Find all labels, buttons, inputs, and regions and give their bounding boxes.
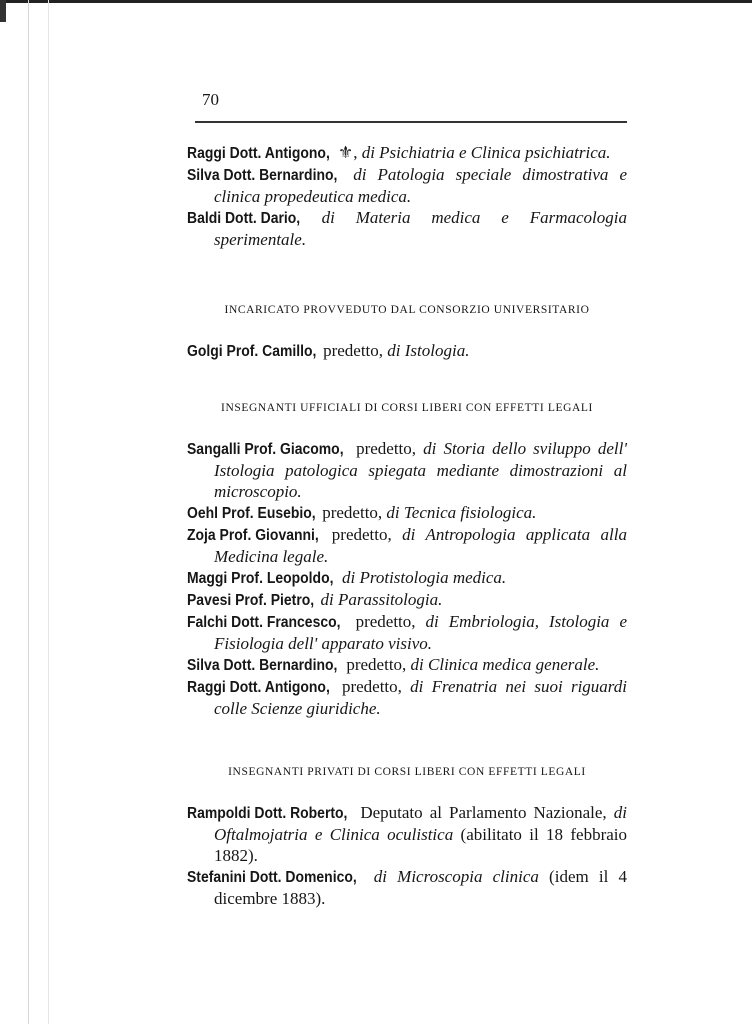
- faculty-entry: [187, 589, 627, 611]
- section-1-entries: [187, 340, 627, 362]
- faculty-entry: [187, 164, 627, 207]
- section-3-entries: [187, 802, 627, 909]
- entry-text: predetto,: [321, 525, 403, 544]
- faculty-name: Falchi Dott. Francesco,: [187, 614, 341, 631]
- course-title: di Oftalmojatria e Clinica oculistica: [214, 803, 627, 844]
- faculty-entry: [187, 207, 627, 250]
- faculty-name: Rampoldi Dott. Roberto,: [187, 805, 348, 822]
- entry-text: predetto,: [317, 503, 387, 522]
- faculty-name: Baldi Dott. Dario,: [187, 210, 301, 227]
- entry-text: predetto,: [318, 341, 388, 360]
- course-title: di Clinica medica generale.: [410, 655, 600, 674]
- faculty-name: Stefanini Dott. Domenico,: [187, 869, 357, 886]
- faculty-name: Pavesi Prof. Pietro,: [187, 592, 315, 609]
- course-title: di Microscopia clinica: [373, 867, 539, 886]
- course-title: di Antropologia applicata alla Medicina legale.: [214, 525, 627, 566]
- page-number: 70: [202, 90, 219, 109]
- faculty-entry: [187, 502, 627, 524]
- faculty-entry: [187, 866, 627, 909]
- entry-text: [342, 165, 353, 184]
- scan-corner-mark: [0, 0, 6, 22]
- course-title: di Parassitologia.: [320, 590, 443, 609]
- course-title: di Psichiatria e Clinica psichiatrica.: [361, 143, 611, 162]
- faculty-entry: [187, 802, 627, 866]
- entry-text: predetto,: [345, 612, 426, 631]
- faculty-entry: [187, 676, 627, 719]
- entry-text: (idem il 4 dicembre 1883).: [214, 867, 627, 908]
- faculty-name: Oehl Prof. Eusebio,: [187, 505, 316, 522]
- entry-text: predetto,: [333, 677, 411, 696]
- course-title: di Frenatria nei suoi riguardi colle Scienze giuridiche.: [214, 677, 627, 718]
- section-heading: INSEGNANTI UFFICIALI DI CORSI LIBERI CON EFFETTI LEGALI: [221, 402, 593, 414]
- faculty-entry: [187, 142, 627, 164]
- faculty-name: Silva Dott. Bernardino,: [187, 167, 338, 184]
- faculty-name: Zoja Prof. Giovanni,: [187, 527, 319, 544]
- faculty-name: Maggi Prof. Leopoldo,: [187, 570, 334, 587]
- entry-text: predetto,: [348, 439, 424, 458]
- faculty-entry: [187, 438, 627, 502]
- entry-text: predetto,: [342, 655, 411, 674]
- section-0-entries: [187, 142, 627, 250]
- scan-binding-line: [28, 0, 29, 1024]
- scan-top-edge: [0, 0, 752, 3]
- entry-text: ⚜,: [333, 143, 362, 162]
- course-title: di Istologia.: [387, 341, 470, 360]
- section-heading: INCARICATO PROVVEDUTO DAL CONSORZIO UNIVERSITARIO: [224, 304, 590, 316]
- entry-text: (abilitato il 18 febbraio 1882).: [214, 825, 627, 865]
- course-title: di Embriologia, Istologia e Fisiologia dell' apparato visivo.: [214, 612, 627, 653]
- course-title: di Protistologia medica.: [342, 568, 507, 587]
- faculty-name: Raggi Dott. Antigono,: [187, 145, 330, 162]
- entry-text: [364, 867, 374, 886]
- section-2-entries: [187, 438, 627, 719]
- scan-binding-line: [48, 0, 49, 1024]
- course-title: di Tecnica fisiologica.: [386, 503, 537, 522]
- faculty-name: Sangalli Prof. Giacomo,: [187, 441, 344, 458]
- entry-text: Deputato al Parlamento Nazionale,: [353, 803, 614, 822]
- course-title: di Materia medica e Farmacologia sperimentale.: [214, 208, 627, 249]
- faculty-name: Silva Dott. Bernardino,: [187, 657, 338, 674]
- faculty-entry: [187, 340, 627, 362]
- faculty-entry: [187, 654, 627, 676]
- faculty-entry: [187, 567, 627, 589]
- faculty-entry: [187, 611, 627, 654]
- section-heading: INSEGNANTI PRIVATI DI CORSI LIBERI CON EFFETTI LEGALI: [228, 766, 586, 778]
- entry-text: [301, 208, 322, 227]
- header-rule: [195, 121, 627, 123]
- faculty-name: Golgi Prof. Camillo,: [187, 343, 317, 360]
- faculty-name: Raggi Dott. Antigono,: [187, 679, 330, 696]
- course-title: di Storia dello sviluppo dell' Istologia patologica spiegata mediante dimostrazioni al microscopio.: [214, 439, 628, 501]
- faculty-entry: [187, 524, 627, 567]
- course-title: di Patologia speciale dimostrativa e clinica propedeutica medica.: [214, 165, 628, 206]
